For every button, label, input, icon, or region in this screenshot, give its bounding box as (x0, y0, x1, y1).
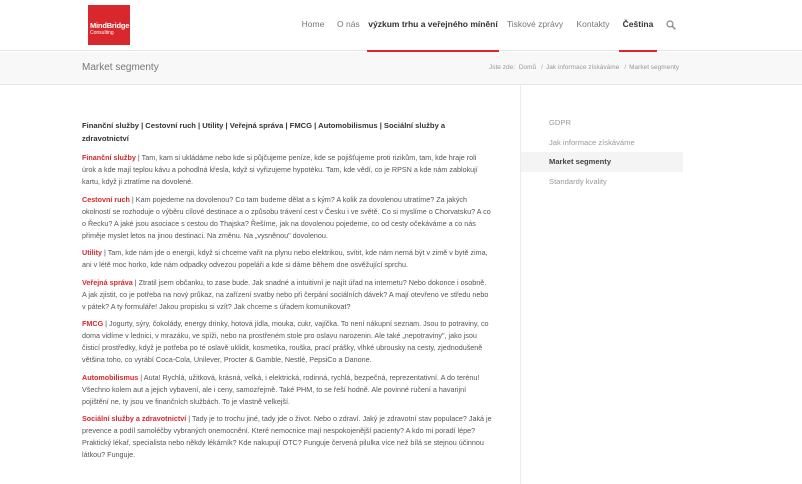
section-keyword: FMCG (82, 319, 104, 328)
sidebar-item-jak-informace[interactable]: Jak informace získáváme (549, 137, 635, 147)
section-utility (82, 247, 492, 271)
breadcrumb (489, 64, 681, 71)
section-fmcg (82, 318, 492, 366)
section-text: | Auta! Rychlá, užitková, krásná, velká, i elektrická, rodinná, rychlá, bezpečná, reprezentativní. A do terénu! Všechno kolem aut a jejich vybavení, ale i ceny, samozřejmě. Také PHM, to se řeší hodně. Ale povinné ručení a havarijní pojištění ne, ty jsou ve finančních službách. To je vlastně velkejší. (82, 372, 480, 406)
section-keyword: Veřejná správa (82, 277, 133, 287)
sidebar-item-gdpr[interactable]: GDPR (549, 118, 571, 127)
section-text: | Tam, kam si ukládáme nebo kde si půjčujeme peníze, kde se pojišťujeme proti rizikům, tam, kde hraje roli úrok a kde mají teplou kávu a pohodlná křesla, když si vyřizujeme hypotéku. Tam, kde vědí, co je RPSN a kde nám zablokují kartu, když ji ztratíme na dovolené. (82, 153, 478, 186)
section-text: | Tady je to trochu jiné, tady jde o život. Nebo o zdraví. Jaký je zdravotní stav populace? Jaká je prevence a podíl samoléčby vybraných onemocnění. Které nemocnice mají nespokojenější pacienty? A kdo mi poradí lépe? Praktický lékař, specialista nebo někdy lékárník? Kde nakupují OTC? Funguje červená pilulka více než bílá se stejnou účinnou látkou? Funguje. (82, 414, 492, 459)
title-bar (0, 52, 802, 85)
section-automobilismus (82, 372, 492, 408)
logo-brand: MindBridge (90, 21, 130, 30)
section-keyword: Automobilismus (82, 372, 139, 382)
breadcrumb-prefix: Jste zde: (489, 64, 516, 71)
nav-item-home[interactable]: Home (301, 19, 325, 29)
site-header (0, 0, 802, 51)
main-content (82, 120, 492, 467)
page-title: Market segmenty (82, 62, 159, 73)
nav-item-kontakty[interactable]: Kontakty (576, 19, 610, 29)
search-icon[interactable] (666, 20, 676, 30)
section-keyword: Sociální služby a zdravotnictví (82, 414, 187, 423)
nav-item-o-nas[interactable]: O nás (337, 19, 360, 29)
section-text: | Tam, kde nám jde o energii, když si chceme vařit na plynu nebo elektrikou, svítit, kde nám nemá být v zimě v bytě zima, ani v létě moc horko, kde nám odpadky odvezou popeláři a kde si dáme během dne osvěžující sprchu. (82, 248, 488, 269)
section-financni-sluzby (82, 152, 492, 188)
nav-item-vyzkum[interactable]: výzkum trhu a veřejného mínění (367, 0, 499, 51)
segments-intro: Finanční služby | Cestovní ruch | Utility | Veřejná správa | FMCG | Automobilismus | Sociální služby a zdravotnictví (82, 121, 446, 143)
breadcrumb-current: Market segmenty (629, 64, 679, 71)
section-text: | Kam pojedeme na dovolenou? Co tam budeme dělat a s kým? A kolik za dovolenou utratíme? Za jakých okolností se rozhoduje o výběru cílové destinace a o způsobu trávení cest v Česku i ve světě. Co si myslíme o Chorvatsku? A co o Řecku? A jaké jsou asociace s cestou do Thajska? Řešíme, jak na dovolenou pojedeme, co od cesty očekáváme a co nás přiměje myslet letos na jinou destinaci. Na změnu. Na „vysněnou" dovolenou. (82, 194, 491, 240)
section-keyword: Utility (82, 248, 102, 257)
breadcrumb-separator: / (624, 64, 627, 71)
breadcrumb-home[interactable]: Domů (518, 64, 537, 71)
section-keyword: Cestovní ruch (82, 194, 130, 204)
section-verejna-sprava (82, 277, 492, 313)
sidebar-item-market-segmenty[interactable]: Market segmenty (521, 152, 683, 172)
logo-sub: Consulting (90, 30, 114, 36)
nav-item-tiskove-zpravy[interactable]: Tiskové zprávy (506, 19, 564, 29)
logo[interactable] (88, 5, 130, 45)
breadcrumb-parent[interactable]: Jak informace získáváme (545, 64, 620, 71)
sidebar-item-standardy-kvality[interactable]: Standardy kvality (549, 176, 607, 186)
section-cestovni-ruch (82, 194, 492, 242)
breadcrumb-separator: / (541, 64, 543, 71)
section-keyword: Finanční služby (82, 153, 136, 162)
sidebar (521, 113, 683, 191)
section-text: | Ztratil jsem občanku, to zase bude. Jak snadné a intuitivní je najít úřad na internetu? Nebo dokonce i osobně. A jak zjistit, co je potřeba na nový průkaz, na zařízení svatby nebo při čerpání sociálních dávek? A mají otevřeno ve středu nebo v pátek? A ty formuláře! Jakou propisku si vzít? Jak chceme s úřadem komunikovat? (82, 277, 489, 311)
section-socialni-sluzby (82, 413, 492, 461)
nav-item-language[interactable]: Čeština (619, 0, 657, 51)
section-text: | Jogurty, sýry, čokolády, energy drinky, hotová jídla, mouka, cukr, vajíčka. To není nákupní seznam. Jsou to potraviny, co doma vidíme v lednici, v mrazáku, ve spíži, nebo na prostřeném stole pro oslavu narozenin. Ale také „nepotraviny", jako jsou čisticí prostředky, když je potřeba po té oslavě uklidit, kosmetika, rouška, prací prášky, vlhké ubrousky na cesty, zjednodušeně většina toho, co vyrábí Coca-Cola, Unilever, Procter & Gamble, Nestlé, PepsiCo a Danone. (82, 319, 489, 364)
